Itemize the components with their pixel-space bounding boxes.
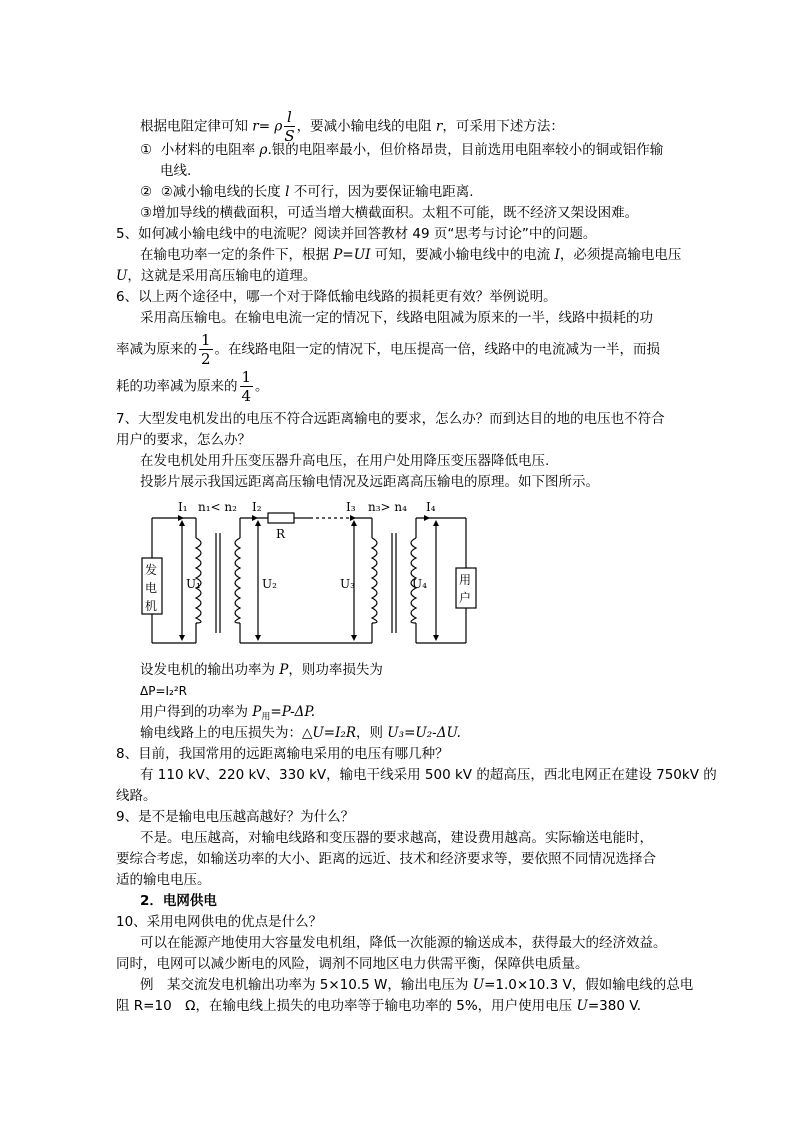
text: 根据电阻定律可知 [140,118,253,135]
text: ，这就是采用高压输电的道理。 [127,268,317,284]
generator-label-1: 发 [145,563,158,577]
answer-10-line1: 可以在能源产地使用大容量发电机组，降低一次能源的输送成本，获得最大的经济效益。 [140,935,667,951]
text: 在输电功率一定的条件下，根据 [140,247,334,263]
text: =380 V. [587,998,642,1014]
section-heading-grid-supply: 2．电网供电 [140,893,217,909]
var-u: U [472,977,485,993]
method-1-cont: 电线. [160,163,192,179]
var-rho: ρ [259,142,268,158]
generator-label-3: 机 [145,599,158,613]
label-u1: U₁ [186,577,201,591]
question-8: 8、目前，我国常用的远距离输电采用的电压有哪几种？ [116,746,449,762]
answer-10-line2: 同时，电网可以减少断电的风险，调剂不同地区电力供需平衡，保障供电质量。 [116,956,589,972]
example-line1 [140,975,693,995]
var-r: r [252,118,259,135]
fraction-one-quarter [240,368,254,405]
example-line2 [116,996,641,1016]
text: 率减为原来的 [116,341,197,358]
numerator: 1 [241,368,252,386]
text: 阻 R=10 Ω，在输电线上损失的电功率等于输电功率的 5%，用户使用电压 [116,998,577,1014]
var-u: U [116,268,128,284]
subscript: 用 [261,712,271,723]
method-2 [140,182,474,202]
text: .银的电阻率最小，但价格昂贵，目前选用电阻率较小的铜或铝作输 [267,142,664,158]
label-i1: I₁ [178,500,188,514]
question-10: 10、采用电网供电的优点是什么？ [116,914,323,930]
user-label-1: 用 [459,573,472,587]
text: = [258,118,275,135]
text: 。 [255,378,269,395]
answer-9-line3: 适的输电电压。 [116,872,211,888]
text: 小材料的电阻率 [160,142,260,158]
answer-6-line3 [116,368,269,405]
label-n3-n4: n₃> n₄ [368,500,407,514]
label-i3: I₃ [346,500,356,514]
bullet: ② [140,184,153,200]
fraction-one-half [199,331,213,368]
answer-6-line2 [116,331,660,368]
text: ，必须提高输电电压 [559,247,682,263]
var-rho: ρ [274,118,283,135]
text: 用户得到的功率为 [140,704,253,720]
label-resistor-r: R [276,527,286,541]
text: 可知，要减小输电线中的电流 [370,247,555,263]
answer-7-line2: 投影片展示我国远距离高压输电情况及远距离高压输电的原理。如下图所示。 [140,474,599,490]
denominator: 2 [201,350,211,368]
text: 例 某交流发电机输出功率为 5×10.5 W，输出电压为 [140,977,473,993]
denominator: 4 [241,387,252,405]
transmission-circuit-diagram [140,498,610,658]
derivation-1 [140,660,383,680]
label-u2: U₂ [262,577,277,591]
text: =1.0×10.3 V，假如输电线的总电 [484,977,694,993]
question-9: 9、是不是输电电压越高越好？为什么？ [116,809,355,825]
formula: =P-ΔP. [270,704,316,720]
text: 设发电机的输出功率为 [140,662,280,678]
derivation-4 [140,723,461,743]
text: ，则功率损失为 [288,662,383,678]
answer-8-line2: 线路。 [116,788,157,804]
method-3: ③增加导线的横截面积，可适当增大横截面积。太粗不可能，既不经济又架设困难。 [140,205,639,221]
numerator: l [284,108,294,127]
denominator: S [284,127,295,145]
text: 耗的功率减为原来的 [116,378,238,395]
text: ②减小输电线的长度 [160,184,286,200]
user-label-2: 户 [459,591,472,605]
label-u4: U₄ [412,577,427,591]
question-6: 6、以上两个途径中，哪一个对于降低输电线路的损耗更有效？举例说明。 [116,289,557,305]
text: ，则 [356,725,388,741]
bullet: ① [140,142,153,158]
var-l: l [285,184,290,200]
answer-7-line1: 在发电机处用升压变压器升高电压，在用户处用降压变压器降低电压. [140,453,550,469]
method-1 [140,140,663,160]
var-r: r [435,118,443,135]
generator-label-2: 电 [145,581,158,595]
answer-6-line1: 采用高压输电。在输电电流一定的情况下，线路电阻减为原来的一半，线路中损耗的功 [140,310,653,326]
text: 输电线路上的电压损失为：△ [140,725,313,741]
numerator: 1 [201,331,211,349]
text: ，要减小输电线的电阻 [296,118,436,135]
question-7-line1: 7、大型发电机发出的电压不符合远距离输电的要求，怎么办？而到达目的地的电压也不符合 [116,411,665,427]
formula: P=UI [333,247,371,263]
question-5: 5、如何减小输电线中的电流呢？阅读并回答教材 49 页“思考与讨论”中的问题。 [116,226,597,242]
var-p: P [252,704,262,720]
answer-8-line1: 有 110 kV、220 kV、330 kV，输电干线采用 500 kV 的超高压，西北电网正在建设 750kV 的 [140,767,717,783]
answer-9-line2: 要综合考虑，如输送功率的大小、距离的远近、技术和经济要求等，要依照不同情况选择合 [116,851,656,867]
answer-9-line1: 不是。电压越高，对输电线路和变压器的要求越高，建设费用越高。实际输送电能时， [140,830,653,846]
answer-5-line2 [116,266,316,286]
label-n1-n2: n₁< n₂ [198,500,237,514]
text: 不可行，因为要保证输电距离. [289,184,474,200]
label-i2: I₂ [252,500,262,514]
text: ，可采用下述方法： [442,118,564,135]
label-i4: I₄ [426,500,436,514]
derivation-2: ΔP=I₂²R [140,684,187,698]
var-u: U [576,998,588,1014]
text: 。在线路电阻一定的情况下，电压提高一倍，线路中的电流减为一半，而损 [214,341,661,358]
formula: U₃=U₂-ΔU. [387,725,461,741]
var-i: I [554,247,560,263]
label-u3: U₃ [340,577,355,591]
answer-5-line1 [140,245,681,265]
formula: U=I₂R [312,725,356,741]
question-7-line2: 用户的要求，怎么办？ [116,432,251,448]
var-p: P [279,662,289,678]
